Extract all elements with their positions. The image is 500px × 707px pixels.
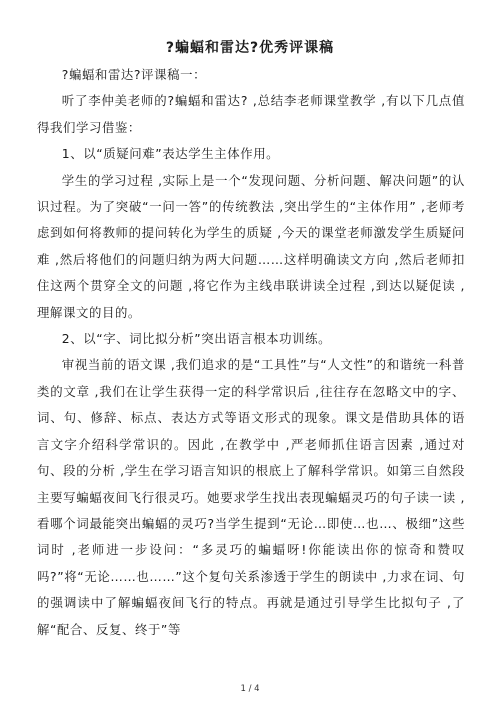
page-indicator: 1 / 4 [240,684,260,694]
document-title: ?蝙蝠和雷达?优秀评课稿 [165,40,335,56]
paragraph-subheading: ?蝙蝠和雷达?评课稿一： [61,67,207,82]
paragraph-point-2-body: 审视当前的语文课 ,我们追求的是“工具性”与“人文性”的和谐统一科普类的文章 ,我们在让学生获得一定的科学常识后 ,往往存在忽略文中的字、词、句、修辞、标点、表达方式等语文形式的现象。课文是借助具体的语言文字介绍科学常识的。因此 ,在教学中 ,严老师抓住语言因素 ,通过对句、段的分析 ,学生在学习语言知识的根底上了解科学常识。如第三自然段主要写蝙蝠夜间飞行很灵巧。她要求学生找出表现蝙蝠灵巧的句子读一读 ,看哪个词最能突出蝙蝠的灵巧?当学生提到“无论…即使…也…、极细”这些词时 ,老师进一步设问：“多灵巧的蝙蝠呀!你能读出你的惊奇和赞叹吗?”将“无论……也……”这个复句关系渗透于学生的朗读中 ,力求在词、句的强调读中了解蝙蝠夜间飞行的特点。再就是通过引导学生比拟句子 ,了解“配合、反复、终于”等 [37,357,465,637]
document-body [37,62,465,643]
paragraph-point-2-heading: 2、以“字、词比拟分析”突出语言根本功训练。 [61,331,332,347]
paragraph-point-1-heading: 1、以“质疑问难”表达学生主体作用。 [61,146,280,162]
paragraph-intro: 听了李仲美老师的?蝙蝠和雷达? ,总结李老师课堂教学 ,有以下几点值得我们学习借鉴： [37,93,465,135]
paragraph-point-1-body: 学生的学习过程 ,实际上是一个“发现问题、分析问题、解决问题”的认识过程。为了突破“一问一答”的传统教法 ,突出学生的“主体作用” ,老师考虑到如何将教师的提问转化为学生的质疑 ,今天的课堂老师激发学生质疑问难 ,然后将他们的问题归纳为两大问题……这样明确读文方向 ,然后老师扣住这两个贯穿全文的问题 ,将它作为主线串联讲读全过程 ,到达以疑促读 ,理解课文的目的。 [37,172,465,320]
